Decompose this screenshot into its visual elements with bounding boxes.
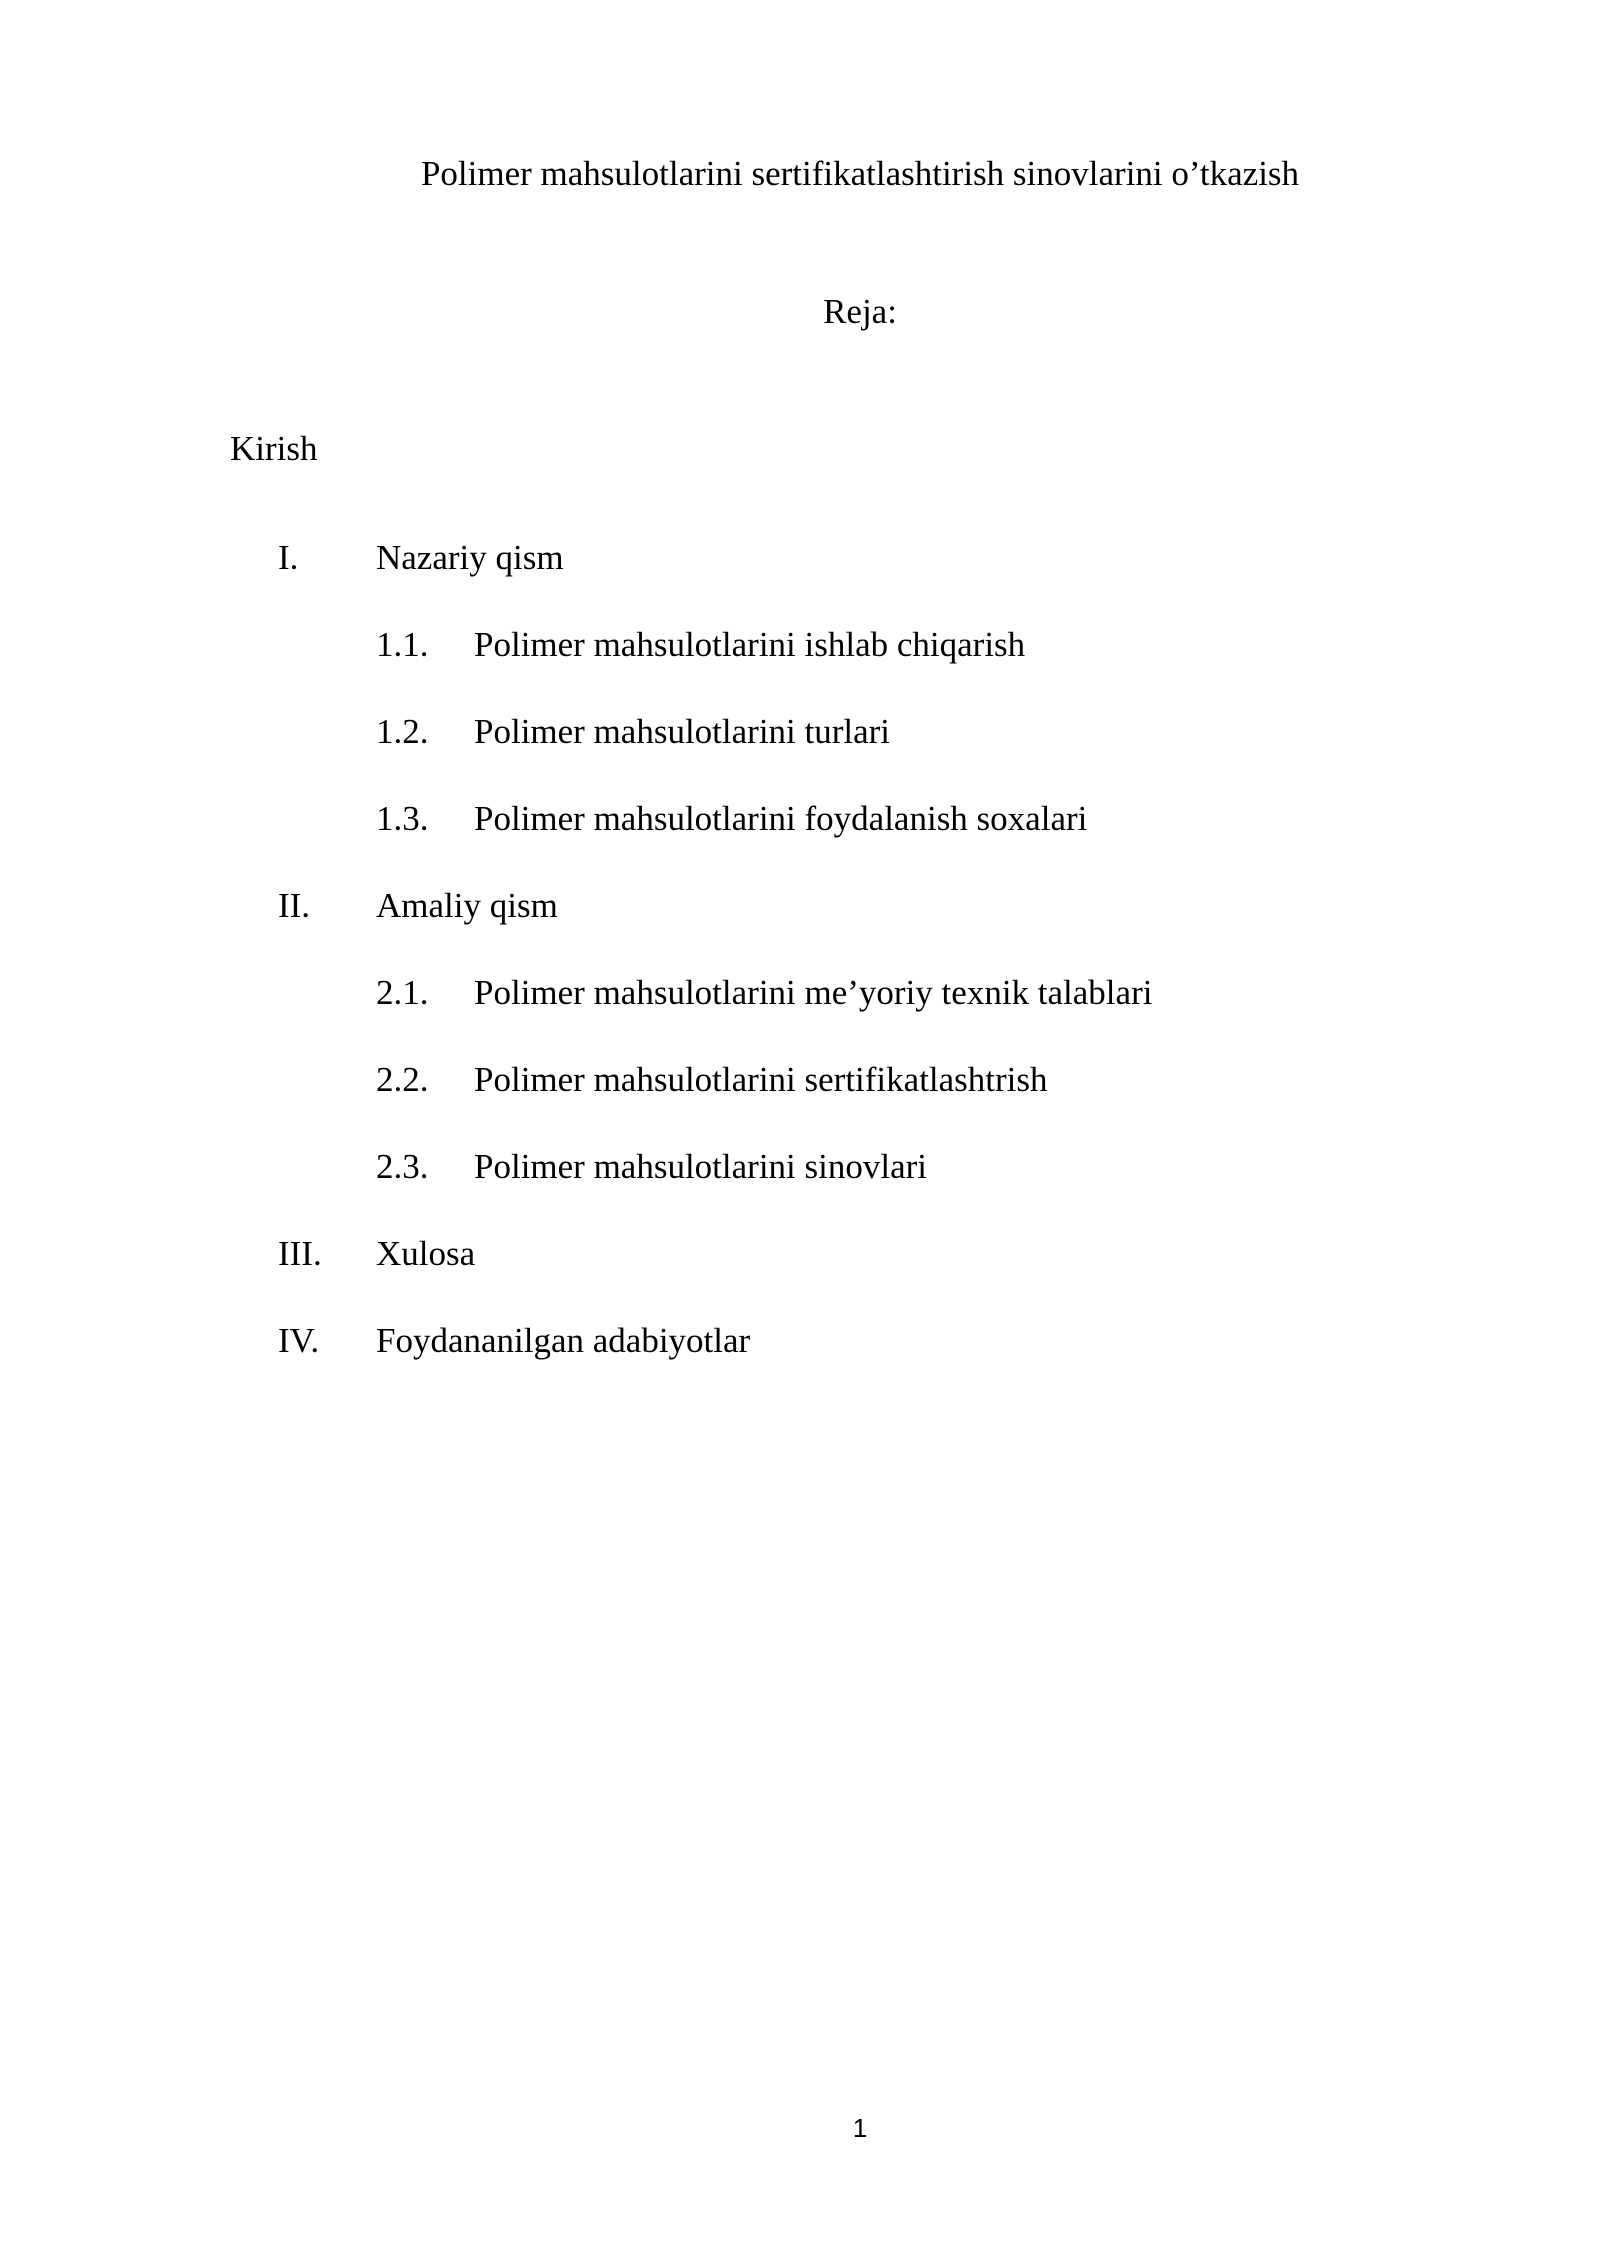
- toc-number: 1.1.: [376, 625, 429, 664]
- toc-title: Polimer mahsulotlarini sinovlari: [474, 1147, 928, 1186]
- toc-number: III.: [278, 1234, 322, 1273]
- toc-title: Polimer mahsulotlarini sertifikatlashtrish: [474, 1060, 1048, 1099]
- toc-title: Amaliy qism: [376, 886, 558, 925]
- plan-heading: Reja:: [823, 292, 897, 331]
- toc-title: Foydananilgan adabiyotlar: [376, 1321, 751, 1360]
- toc-number: II.: [278, 886, 311, 925]
- toc-number: 1.2.: [376, 712, 429, 751]
- toc-number: IV.: [278, 1321, 320, 1360]
- toc-title: Polimer mahsulotlarini turlari: [474, 712, 891, 751]
- intro-item: Kirish: [230, 429, 318, 468]
- document-title: Polimer mahsulotlarini sertifikatlashtirish sinovlarini o’tkazish: [420, 154, 1300, 193]
- toc-title: Polimer mahsulotlarini me’yoriy texnik talablari: [474, 973, 1153, 1012]
- toc-number: 2.3.: [376, 1147, 429, 1186]
- toc-number: I.: [278, 538, 299, 577]
- toc-number: 1.3.: [376, 799, 429, 838]
- toc-number: 2.2.: [376, 1060, 429, 1099]
- toc-number: 2.1.: [376, 973, 429, 1012]
- page-number: 1: [852, 2113, 868, 2143]
- toc-title: Xulosa: [376, 1234, 476, 1273]
- toc-title: Polimer mahsulotlarini ishlab chiqarish: [474, 625, 1026, 664]
- toc-title: Polimer mahsulotlarini foydalanish soxalari: [474, 799, 1088, 838]
- toc-title: Nazariy qism: [376, 538, 564, 577]
